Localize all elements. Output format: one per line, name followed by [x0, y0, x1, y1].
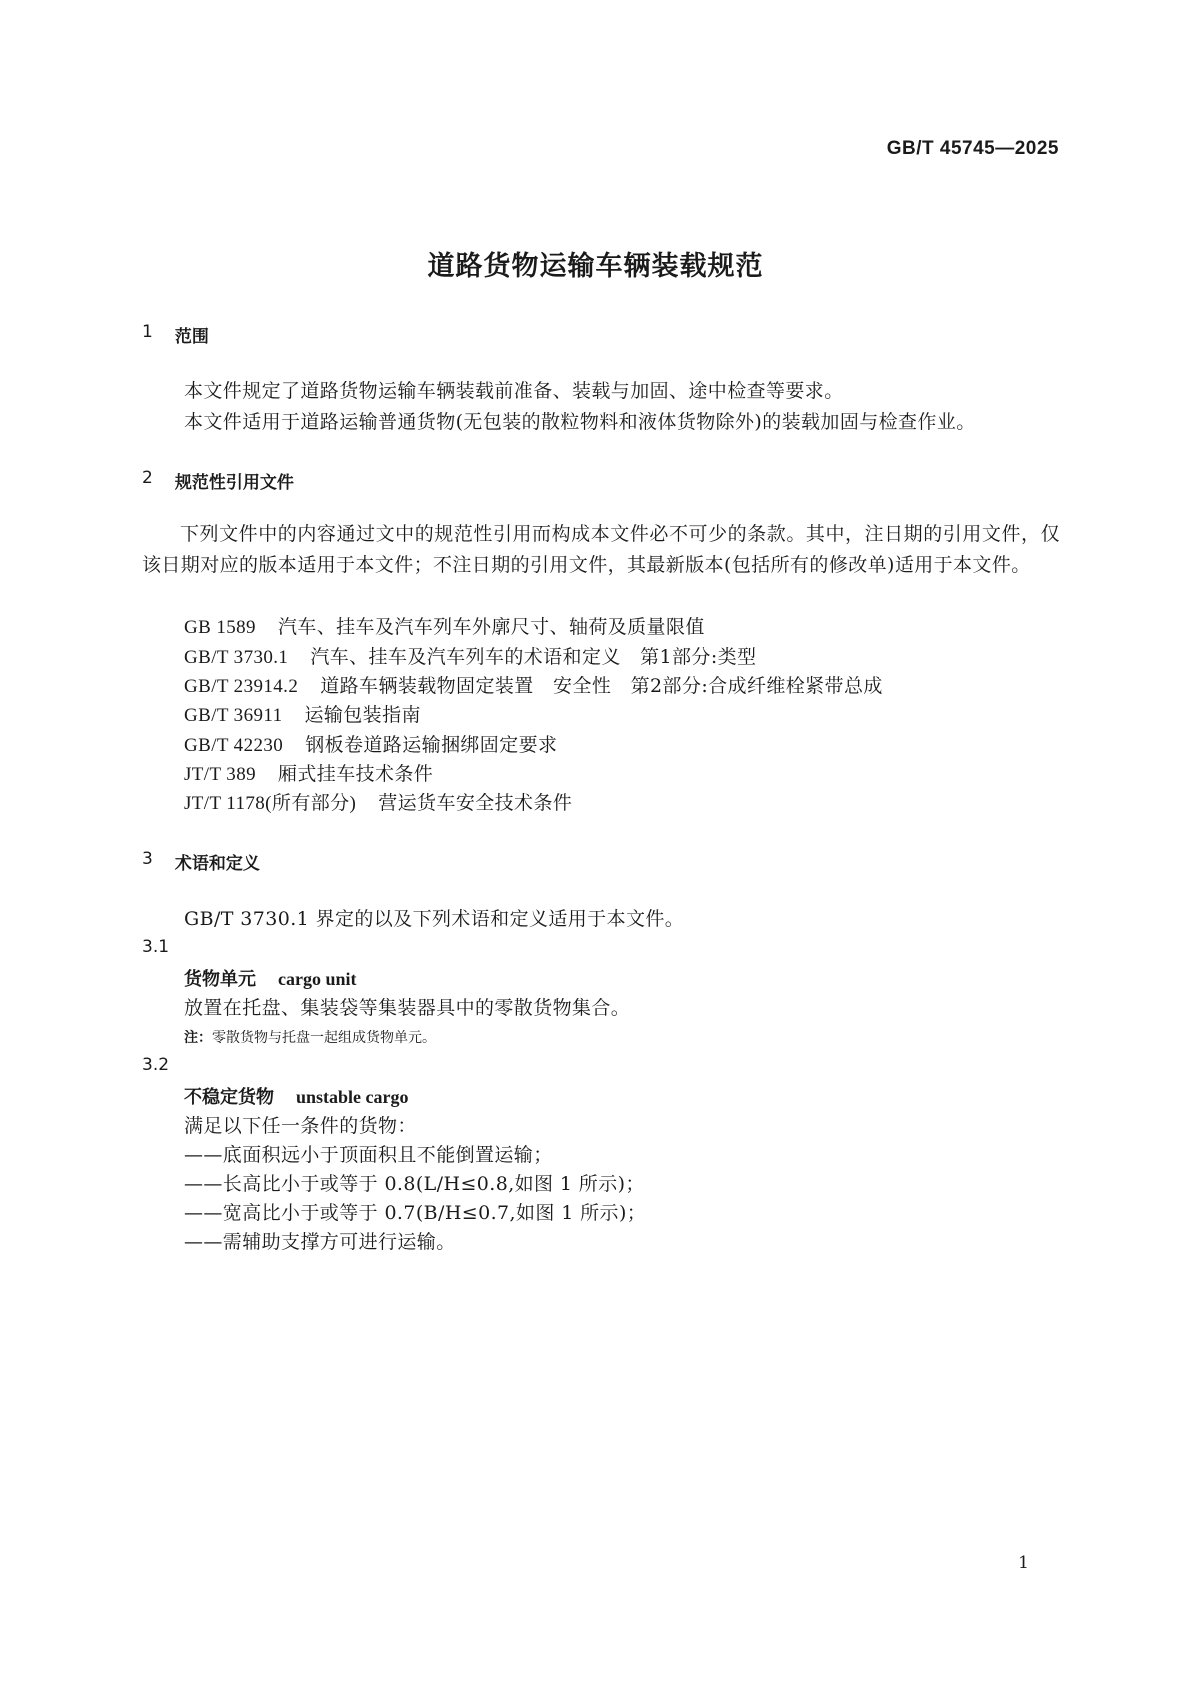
section-2-heading: [142, 468, 294, 493]
note-text: 零散货物与托盘一起组成货物单元。: [212, 1030, 436, 1046]
clause-number: 3.2: [142, 1055, 170, 1075]
reference-title: 运输包装指南: [304, 704, 421, 726]
note-label: 注：: [184, 1030, 212, 1046]
reference-code: GB 1589: [184, 617, 256, 638]
section-number: 3: [142, 849, 153, 869]
term-english: unstable cargo: [296, 1087, 409, 1107]
reference-code: GB/T 3730.1: [184, 647, 289, 668]
document-title: 道路货物运输车辆装载规范: [427, 251, 764, 282]
list-item: ——需辅助支撑方可进行运输。: [184, 1231, 456, 1253]
reference-item: [184, 730, 557, 757]
reference-item: [184, 759, 433, 786]
section-number: 1: [142, 322, 153, 342]
list-item: ——底面积远小于顶面积且不能倒置运输；: [184, 1144, 553, 1166]
reference-item: [184, 700, 421, 727]
standard-code: GB/T 45745—2025: [886, 138, 1059, 159]
reference-title: 汽车、挂车及汽车列车外廓尺寸、轴荷及质量限值: [277, 616, 705, 638]
term-definition: 满足以下任一条件的货物：: [184, 1115, 417, 1137]
term-note: [184, 1027, 436, 1047]
term-english: cargo unit: [278, 969, 357, 989]
reference-code: GB/T 23914.2: [184, 676, 299, 697]
section-title: 术语和定义: [174, 854, 260, 874]
reference-item: [184, 671, 883, 698]
term-entry: [184, 1083, 409, 1109]
scope-paragraph: 本文件适用于道路运输普通货物(无包装的散粒物料和液体货物除外)的装载加固与检查作业。: [184, 411, 976, 433]
reference-item: [184, 612, 705, 639]
section-number: 2: [142, 468, 153, 488]
list-item: ——宽高比小于或等于 0.7(B/H≤0.7,如图 1 所示)；: [184, 1202, 647, 1224]
reference-code: JT/T 1178(所有部分): [184, 793, 357, 814]
reference-title: 汽车、挂车及汽车列车的术语和定义 第1部分:类型: [310, 646, 757, 668]
reference-title: 厢式挂车技术条件: [278, 763, 434, 785]
section-3-heading: [142, 849, 260, 874]
normative-references-intro: 下列文件中的内容通过文中的规范性引用而构成本文件必不可少的条款。其中，注日期的引用文件，仅该日期对应的版本适用于本文件；不注日期的引用文件，其最新版本(包括所有的修改单)适用于本文件。: [142, 523, 1060, 576]
reference-item: [184, 788, 572, 815]
term-chinese: 货物单元: [184, 969, 256, 990]
reference-code: JT/T 389: [184, 764, 256, 785]
reference-code: GB/T 36911: [184, 705, 283, 726]
reference-title: 营运货车安全技术条件: [378, 792, 573, 814]
term-chinese: 不稳定货物: [184, 1087, 274, 1108]
page-number: 1: [1018, 1553, 1029, 1573]
section-title: 范围: [174, 327, 209, 347]
reference-title: 道路车辆装载物固定装置 安全性 第2部分:合成纤维栓紧带总成: [320, 675, 883, 697]
terms-intro: GB/T 3730.1 界定的以及下列术语和定义适用于本文件。: [184, 908, 685, 930]
section-title: 规范性引用文件: [174, 473, 294, 493]
reference-title: 钢板卷道路运输捆绑固定要求: [305, 734, 558, 756]
clause-number: 3.1: [142, 937, 170, 957]
scope-paragraph: 本文件规定了道路货物运输车辆装载前准备、装载与加固、途中检查等要求。: [184, 380, 844, 402]
section-1-heading: [142, 322, 209, 347]
term-definition: 放置在托盘、集装袋等集装器具中的零散货物集合。: [184, 997, 631, 1019]
reference-code: GB/T 42230: [184, 735, 284, 756]
list-item: ——长高比小于或等于 0.8(L/H≤0.8,如图 1 所示)；: [184, 1173, 645, 1195]
term-entry: [184, 965, 357, 991]
reference-item: [184, 642, 756, 669]
